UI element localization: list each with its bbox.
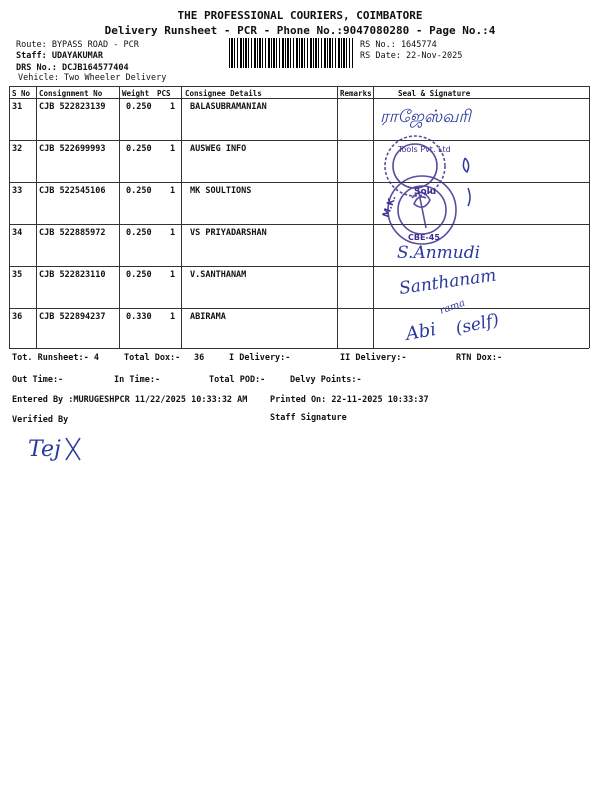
stamp-side-text: Solu [414, 187, 437, 197]
svg-text:S.Anmudi: S.Anmudi [397, 243, 481, 263]
svg-text:(self): (self) [453, 310, 501, 339]
row-weight: 0.250 [126, 102, 152, 112]
out-time: Out Time:- [12, 375, 64, 385]
row-divider [9, 140, 589, 141]
staff-text: Staff: UDAYAKUMAR [16, 51, 103, 61]
row-divider [9, 224, 589, 225]
row-weight: 0.250 [126, 228, 152, 238]
row-weight: 0.250 [126, 270, 152, 280]
row-divider [9, 266, 589, 267]
col-line [181, 86, 182, 348]
row-consignment: CJB 522894237 [39, 312, 106, 322]
delvy-points: Delvy Points:- [290, 375, 362, 385]
row-pcs: 1 [170, 102, 176, 112]
row-weight: 0.250 [126, 186, 152, 196]
runsheet-subtitle: Delivery Runsheet - PCR - Phone No.:9047080280 - Page No.:4 [104, 24, 496, 37]
printed-on: Printed On: 22-11-2025 10:33:37 [270, 395, 429, 405]
row-sno: 34 [12, 228, 23, 238]
row-consignee: ABIRAMA [190, 312, 226, 322]
col-header-consignment: Consignment No [39, 89, 103, 98]
row-consignee: V.SANTHANAM [190, 270, 247, 280]
svg-text:rama: rama [438, 297, 467, 317]
rs-date: RS Date: 22-Nov-2025 [360, 51, 463, 61]
table-top-border [9, 86, 589, 87]
company-title: THE PROFESSIONAL COURIERS, COIMBATORE [177, 9, 423, 22]
row-consignee: BALASUBRAMANIAN [190, 102, 267, 112]
row-sno: 32 [12, 144, 23, 154]
col-line [589, 86, 590, 348]
svg-text:Tej: Tej [28, 437, 61, 462]
vehicle-text: Vehicle: Two Wheeler Delivery [18, 73, 167, 83]
verified-by-label: Verified By [12, 415, 69, 425]
row-consignee: MK SOULTIONS [190, 186, 252, 196]
barcode [229, 38, 353, 68]
col-header-consignee: Consignee Details [185, 89, 262, 98]
stamp-bottom-text: CBE-45 [408, 233, 440, 242]
row-weight: 0.250 [126, 144, 152, 154]
col-header-remarks: Remarks [340, 89, 372, 98]
company-stamp [370, 128, 480, 248]
row-pcs: 1 [170, 270, 176, 280]
row-sno: 33 [12, 186, 23, 196]
stamp-left-text: M.K. [381, 194, 399, 220]
row-divider [9, 182, 589, 183]
row-pcs: 1 [170, 144, 176, 154]
entered-by: Entered By :MURUGESHPCR 11/22/2025 10:33:32 AM [12, 395, 248, 405]
tot-runsheet: Tot. Runsheet:- 4 [12, 353, 99, 363]
row-consignment: CJB 522823110 [39, 270, 106, 280]
col-header-pcs: PCS [157, 89, 171, 98]
row-weight: 0.330 [126, 312, 152, 322]
signature-row36 [405, 298, 525, 350]
col-line [337, 86, 338, 348]
row-consignee: AUSWEG INFO [190, 144, 247, 154]
svg-text:ராஜேஸ்வரி: ராஜேஸ்வரி [380, 107, 471, 127]
col-header-sno: S No [12, 89, 31, 98]
col-line [36, 86, 37, 348]
row-consignment: CJB 522885972 [39, 228, 106, 238]
col-header-seal-signature: Seal & Signature [398, 89, 471, 98]
row-consignment: CJB 522823139 [39, 102, 106, 112]
rtn-dox: RTN Dox:- [456, 353, 503, 363]
signature-row34 [395, 240, 525, 266]
col-line [119, 86, 120, 348]
row-sno: 35 [12, 270, 23, 280]
stamp-top-text: Tools Pvt. Ltd [398, 145, 451, 154]
total-pod: Total POD:- [209, 375, 266, 385]
svg-text:Abi: Abi [404, 318, 438, 345]
ii-delivery: II Delivery:- [340, 353, 407, 363]
signature-row31 [378, 98, 518, 130]
row-consignee: VS PRIYADARSHAN [190, 228, 267, 238]
verified-signature [26, 428, 96, 468]
col-header-weight: Weight [122, 89, 150, 98]
row-pcs: 1 [170, 228, 176, 238]
row-consignment: CJB 522545106 [39, 186, 106, 196]
in-time: In Time:- [114, 375, 161, 385]
col-line [9, 86, 10, 348]
route-text: Route: BYPASS ROAD - PCR [16, 40, 139, 50]
total-dox-label: Total Dox:- [124, 353, 181, 363]
drs-number: DRS No.: DCJB164577404 [16, 63, 129, 73]
row-consignment: CJB 522699993 [39, 144, 106, 154]
row-sno: 31 [12, 102, 23, 112]
staff-signature-label: Staff Signature [270, 413, 347, 423]
i-delivery: I Delivery:- [229, 353, 291, 363]
row-sno: 36 [12, 312, 23, 322]
rs-number: RS No.: 1645774 [360, 40, 437, 50]
total-dox-value: 36 [194, 353, 205, 363]
row-pcs: 1 [170, 186, 176, 196]
row-pcs: 1 [170, 312, 176, 322]
svg-text:Santhanam: Santhanam [397, 265, 498, 299]
